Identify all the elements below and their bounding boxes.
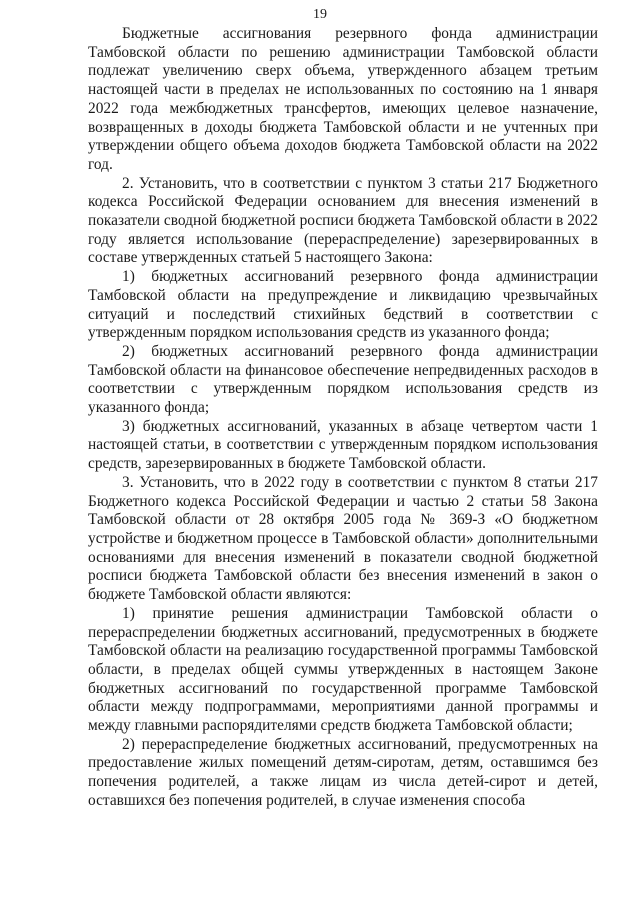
paragraph-clause-2-item-2: 2) бюджетных ассигнований резервного фонда администрации Тамбовской области на финансовое обеспечение непредвиденных расходов в соответствии с утвержденным порядком использования средств из указанного фонда; xyxy=(88,342,598,417)
paragraph-clause-2: 2. Установить, что в соответствии с пунктом 3 статьи 217 Бюджетного кодекса Российской Федерации основанием для внесения изменений в показатели сводной бюджетной росписи бюджета Тамбовской области в 2022 году является использование (перераспределение) зарезервированных в составе утвержденных статьей 5 настоящего Закона: xyxy=(88,174,598,267)
paragraph-clause-3: 3. Установить, что в 2022 году в соответствии с пунктом 8 статьи 217 Бюджетного кодекса Российской Федерации и частью 2 статьи 58 Закона Тамбовской области от 28 октября 2005 года № 369-З «О бюджетном устройстве и бюджетном процессе в Тамбовской области» дополнительными основаниями для внесения изменений в показатели сводной бюджетной росписи бюджета Тамбовской области без внесения изменений в закон о бюджете Тамбовской области являются: xyxy=(88,473,598,604)
document-body xyxy=(88,25,598,811)
paragraph-reserve-fund-increase: Бюджетные ассигнования резервного фонда администрации Тамбовской области по решению администрации Тамбовской области подлежат увеличению сверх объема, утвержденного абзацем третьим настоящей части в пределах не использованных по состоянию на 1 января 2022 года межбюджетных трансфертов, имеющих целевое назначение, возвращенных в доходы бюджета Тамбовской области и не учтенных при утверждении общего объема доходов бюджета Тамбовской области на 2022 год. xyxy=(88,25,598,173)
paragraph-clause-3-item-1: 1) принятие решения администрации Тамбовской области о перераспределении бюджетных ассигнований, предусмотренных в бюджете Тамбовской области на реализацию государственной программы Тамбовской области, в пределах общей суммы утвержденных в настоящем Законе бюджетных ассигнований по государственной программе Тамбовской области между подпрограммами, мероприятиями данной программы и между главными распорядителями средств бюджета Тамбовской области; xyxy=(88,604,598,735)
paragraph-clause-2-item-1: 1) бюджетных ассигнований резервного фонда администрации Тамбовской области на предупреждение и ликвидацию чрезвычайных ситуаций и последствий стихийных бедствий в соответствии с утвержденным порядком использования средств из указанного фонда; xyxy=(88,268,598,342)
paragraph-clause-3-item-2: 2) перераспределение бюджетных ассигнований, предусмотренных на предоставление жилых помещений детям-сиротам, детям, оставшимся без попечения родителей, а также лицам из числа детей-сирот и детей, оставшихся без попечения родителей, в случае изменения способа xyxy=(88,735,598,809)
paragraph-clause-2-item-3: 3) бюджетных ассигнований, указанных в абзаце четвертом части 1 настоящей статьи, в соответствии с утвержденным порядком использования средств, зарезервированных в бюджете Тамбовской области. xyxy=(88,417,598,473)
page-number: 19 xyxy=(313,7,327,22)
